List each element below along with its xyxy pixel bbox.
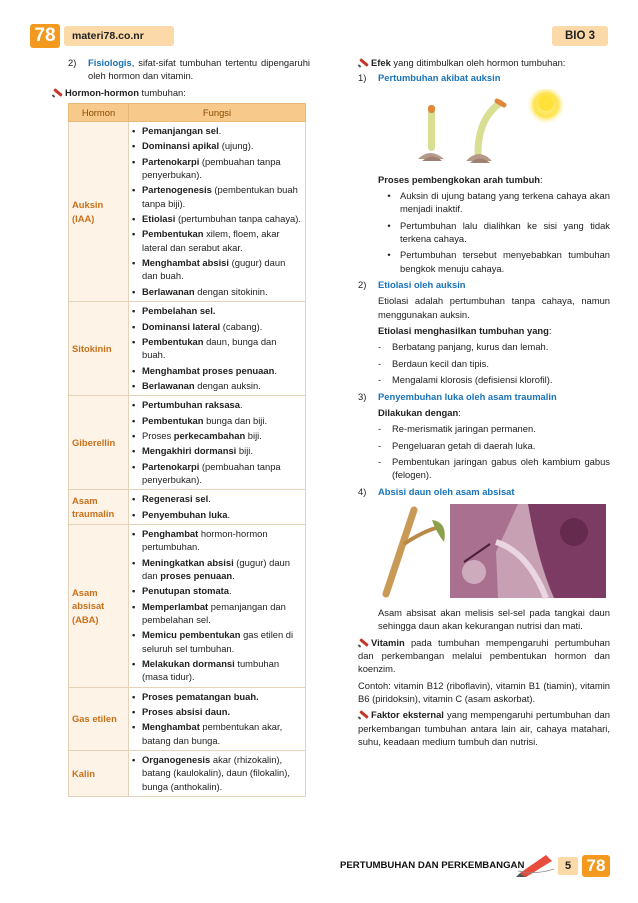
function-text: bunga dan biji. (203, 414, 268, 426)
vitamin-text: pada tumbuhan mempengaruhi pertumbuhan dan perkembangan melalui pembentukan hormon dan koenzim. (358, 636, 610, 675)
table-row (69, 687, 306, 750)
list-item: - Mengalami klorosis (defisiensi klorofil). (378, 373, 610, 386)
faktor-section (358, 708, 610, 748)
list-item: • Pertumbuhan lalu dialihkan ke sisi yang tidak terkena cahaya. (387, 219, 610, 245)
hormone-functions (129, 396, 306, 490)
function-term: Penghambat (142, 527, 199, 539)
faktor-term: Faktor eksternal (371, 709, 444, 721)
list-item: • Memicu pembentukan gas etilen di seluruh sel tumbuhan. (132, 629, 294, 654)
dash-text: Berbatang panjang, kurus dan lemah. (392, 341, 549, 353)
function-text: (pembentukan buah tanpa biji). (142, 184, 298, 209)
chapter-title: PERTUMBUHAN DAN PERKEMBANGAN (340, 860, 525, 871)
list-item: - Berdaun kecil dan tipis. (378, 357, 610, 370)
colon: : (540, 173, 543, 185)
function-term: Memicu pembentukan (142, 629, 241, 641)
bullet-text: Auksin di ujung batang yang terkena cahaya akan menjadi inaktif. (400, 190, 610, 215)
function-text: (pembuahan tanpa penyerbukan). (142, 155, 281, 181)
leaf-abscission-image (378, 502, 610, 600)
fisiologis-term: Fisiologis (88, 57, 132, 68)
table-row (69, 302, 306, 396)
function-term: Proses pematangan buah. (142, 690, 259, 702)
dash-text: Berdaun kecil dan tipis. (392, 357, 489, 369)
bullet-text: Pertumbuhan tersebut menyebabkan tumbuhan bengkok menuju cahaya. (400, 249, 610, 274)
function-term: Partenokarpi (142, 155, 200, 167)
hormone-functions (129, 751, 306, 797)
list-item: • Menghambat proses penuaan. (132, 364, 277, 376)
function-text: pemanjangan dan pembelahan sel. (142, 600, 286, 626)
seedling-bending-image (378, 89, 610, 167)
function-term: Menghambat absisi (142, 257, 229, 269)
list-item: • Menghambat absisi (gugur) daun dan buah. (132, 257, 286, 282)
function-text: tumbuhan (masa tidur). (142, 658, 280, 683)
table-row (69, 751, 306, 797)
pencil-icon (358, 709, 368, 719)
section-title: Etiolasi oleh auksin (378, 279, 466, 291)
section-number: 2) (358, 279, 367, 291)
vitamin-section (358, 636, 610, 676)
function-term: Partenokarpi (142, 460, 200, 472)
list-item: • Menghambat pembentukan akar, batang dan bunga. (132, 721, 283, 746)
function-term: Pembentukan (142, 335, 204, 347)
section-title: Penyembuhan luka oleh asam traumalin (378, 390, 557, 402)
auksin-bullets (358, 189, 610, 275)
function-text: . (227, 508, 231, 520)
absisat-text: Asam absisat akan melisis sel-sel pada tangkai daun sehingga daun akan kekurangan nutrisi dan mati. (378, 606, 610, 632)
function-term: Meningkatkan absisi (142, 556, 234, 568)
table-row (69, 122, 306, 302)
page-footer (340, 855, 610, 877)
list-item: - Re-merismatik jaringan permanen. (378, 422, 610, 435)
function-text: (gugur) daun dan (142, 556, 290, 581)
list-item: • Penutupan stomata. (132, 585, 232, 597)
site-label: materi78.co.nr (64, 26, 174, 46)
function-text: (gugur) daun dan buah. (142, 257, 286, 282)
function-term: Pembentukan (142, 414, 204, 426)
table-row (69, 490, 306, 525)
hormone-name: Asam absisat (ABA) (69, 524, 129, 687)
dash-text: Re-merismatik jaringan permanen. (392, 423, 536, 435)
process-title: Proses pembengkokan arah tumbuh (378, 173, 541, 185)
hormone-name: Sitokinin (69, 302, 129, 396)
page-header (30, 24, 608, 48)
pencil-icon (358, 637, 368, 647)
function-text: . (218, 125, 222, 137)
efek-intro (358, 56, 610, 69)
logo-78-footer: 78 (582, 855, 610, 877)
list-item: • Partenokarpi (pembuahan tanpa penyerbukan). (132, 155, 281, 181)
table-header-row (69, 104, 306, 122)
right-column (358, 56, 610, 750)
pencil-icon (52, 87, 62, 97)
pencil-icon (516, 851, 556, 877)
list-item: • Organogenesis akar (rhizokalin), batang (kaulokalin), daun (filokalin), bunga (anthokalin). (132, 754, 290, 792)
function-text: dengan auksin. (194, 379, 261, 391)
list-item: • Pertumbuhan raksasa. (132, 399, 243, 411)
list-item: • Melakukan dormansi tumbuhan (masa tidur). (132, 658, 280, 683)
function-text: hormon-hormon pertumbuhan. (142, 527, 268, 553)
function-text: . (232, 570, 235, 581)
vitamin-example: Contoh: vitamin B12 (riboflavin), vitamin B1 (tiamin), vitamin B6 (piridoksin), vitamin C (asam askorbat). (358, 679, 610, 704)
list-item: • Proses perkecambahan biji. (132, 429, 262, 441)
function-term: Organogenesis (142, 754, 211, 766)
fisiologis-text: , sifat-sifat tumbuhan tertentu dipengaruhi oleh hormon dan vitamin. (88, 57, 310, 82)
etiolasi-sub (358, 324, 610, 337)
function-term: Proses absisi daun. (142, 706, 231, 718)
function-term: Partenogenesis (142, 184, 212, 196)
list-item: • Dominansi lateral (cabang). (132, 320, 263, 332)
function-text: . (229, 585, 232, 597)
function-term: Mengakhiri dormansi (142, 445, 237, 457)
function-text: (ujung). (219, 140, 254, 152)
page-number: 5 (558, 857, 578, 875)
function-term: Penutupan stomata (142, 585, 229, 597)
list-item: • Berlawanan dengan auksin. (132, 379, 261, 391)
list-item: - Pembentukan jaringan gabus oleh kambium gabus (felogen). (378, 455, 610, 481)
section-title: Absisi daun oleh asam absisat (378, 485, 515, 497)
hormone-table-body (69, 122, 306, 797)
hormone-functions (129, 302, 306, 396)
hormone-functions (129, 122, 306, 302)
function-text: akar (rhizokalin), batang (kaulokalin), daun (filokalin), bunga (anthokalin). (142, 754, 290, 792)
function-term: Regenerasi sel (142, 493, 209, 505)
function-text: biji. (236, 445, 253, 457)
function-text: (cabang). (220, 320, 263, 332)
list-item: • Auksin di ujung batang yang terkena cahaya akan menjadi inaktif. (387, 190, 610, 215)
table-row (69, 396, 306, 490)
list-item: • Memperlambat pemanjangan dan pembelahan sel. (132, 600, 286, 626)
hormone-name: Kalin (69, 751, 129, 797)
function-term: Pertumbuhan raksasa (142, 399, 240, 411)
section-number: 4) (358, 485, 367, 497)
hormone-name: Auksin (IAA) (69, 122, 129, 302)
list-item: • Proses pematangan buah. (132, 690, 259, 702)
fisiologis-item (68, 56, 310, 83)
efek-term: Efek (371, 57, 391, 68)
colon: : (548, 325, 552, 337)
function-term: Menghambat (142, 721, 200, 733)
function-term: perkecambahan (173, 429, 246, 441)
dash-text: Mengalami klorosis (defisiensi klorofil). (392, 374, 553, 386)
hormon-intro-text: tumbuhan: (138, 86, 186, 98)
function-text: . (274, 364, 277, 376)
hormone-table (68, 103, 306, 797)
abscission-illustration (378, 502, 610, 600)
traumalin-list (358, 422, 610, 481)
dash-text: Pembentukan jaringan gabus oleh kambium gabus (felogen). (392, 455, 610, 481)
function-term: Dominansi lateral (142, 320, 221, 332)
function-text: . (208, 493, 211, 505)
list-item: - Pengeluaran getah di daerah luka. (378, 439, 610, 452)
function-term: Pembentukan (142, 228, 204, 240)
header-hormon: Hormon (69, 104, 129, 122)
faktor-text: yang mempengaruhi pertumbuhan dan perkembangan tumbuhan antara lain air, cahaya matahari, suhu, keadaan medium tumbuh dan nutrisi. (358, 709, 610, 747)
etiolasi-list (358, 340, 610, 386)
list-item: • Berlawanan dengan sitokinin. (132, 285, 268, 297)
function-term: Berlawanan (142, 285, 195, 297)
section-number: 3) (358, 390, 367, 402)
function-text: (pertumbuhan tanpa cahaya). (175, 213, 301, 225)
colon: : (458, 406, 461, 418)
list-item: • Etiolasi (pertumbuhan tanpa cahaya). (132, 213, 301, 225)
function-term: Berlawanan (142, 379, 195, 391)
section-auksin (358, 71, 610, 84)
dash-text: Pengeluaran getah di daerah luka. (392, 439, 536, 451)
list-item: • Penyembuhan luka. (132, 508, 231, 520)
vitamin-term: Vitamin (371, 636, 405, 648)
sub-title: Etiolasi menghasilkan tumbuhan yang (378, 325, 549, 337)
function-term: Penyembuhan luka (142, 508, 228, 520)
function-term: Pembelahan sel. (142, 305, 216, 317)
section-number: 1) (358, 72, 367, 84)
list-item: • Partenogenesis (pembentukan buah tanpa biji). (132, 184, 298, 209)
function-text: dengan sitokinin. (194, 285, 268, 297)
hormon-intro-term: Hormon-hormon (65, 86, 139, 98)
logo-78: 78 (30, 24, 60, 48)
function-term: Melakukan dormansi (142, 658, 235, 670)
hormone-name: Asam traumalin (69, 490, 129, 525)
function-text: Proses (142, 429, 174, 441)
traumalin-sub (358, 406, 610, 419)
list-item: • Meningkatkan absisi (gugur) daun dan proses penuaan. (132, 556, 290, 581)
list-item: • Dominansi apikal (ujung). (132, 140, 254, 152)
header-fungsi: Fungsi (129, 104, 306, 122)
function-term: proses penuaan (160, 570, 233, 581)
sub-title: Dilakukan dengan (378, 406, 459, 418)
list-item: • Pertumbuhan tersebut menyebabkan tumbuhan bengkok menuju cahaya. (387, 249, 610, 274)
efek-text: yang ditimbulkan oleh hormon tumbuhan: (390, 57, 566, 68)
section-etiolasi (358, 278, 610, 291)
function-text: biji. (245, 429, 262, 441)
list-item: • Pemanjangan sel. (132, 125, 222, 137)
subject-badge: BIO 3 (552, 26, 608, 46)
list-item: • Regenerasi sel. (132, 493, 211, 505)
hormone-name: Giberellin (69, 396, 129, 490)
function-text: xilem, floem, akar lateral dan serabut akar. (142, 228, 280, 253)
function-text: . (239, 399, 243, 411)
function-term: Menghambat proses penuaan (142, 364, 275, 376)
hormone-functions (129, 524, 306, 687)
bullet-text: Pertumbuhan lalu dialihkan ke sisi yang tidak terkena cahaya. (400, 219, 610, 245)
function-text: daun, bunga dan buah. (142, 335, 277, 361)
pencil-icon (358, 57, 368, 67)
hormone-functions (129, 490, 306, 525)
list-item: • Penghambat hormon-hormon pertumbuhan. (132, 527, 268, 553)
hormone-functions (129, 687, 306, 750)
list-item: • Mengakhiri dormansi biji. (132, 445, 253, 457)
list-item: - Berbatang panjang, kurus dan lemah. (378, 340, 610, 353)
section-title: Pertumbuhan akibat auksin (378, 72, 501, 84)
list-item: • Pembentukan daun, bunga dan buah. (132, 335, 277, 361)
list-item: • Pembentukan bunga dan biji. (132, 414, 268, 426)
function-text: (pembuahan tanpa penyerbukan). (142, 460, 281, 485)
hormone-name: Gas etilen (69, 687, 129, 750)
phototropism-illustration (378, 89, 610, 167)
hormon-intro (52, 86, 310, 99)
function-term: Dominansi apikal (142, 140, 220, 152)
function-text: pembentukan akar, batang dan bunga. (142, 721, 283, 746)
function-term: Memperlambat (142, 600, 209, 612)
function-text: gas etilen di seluruh sel tumbuhan. (142, 629, 294, 654)
etiolasi-text: Etiolasi adalah pertumbuhan tanpa cahaya, namun menggunakan auksin. (378, 295, 610, 320)
left-column (52, 56, 310, 797)
list-item: • Pembelahan sel. (132, 305, 216, 317)
auksin-process (358, 173, 610, 186)
function-term: Etiolasi (142, 213, 176, 225)
list-item: • Proses absisi daun. (132, 706, 231, 718)
section-traumalin (358, 390, 610, 403)
section-absisat (358, 485, 610, 498)
list-item: • Partenokarpi (pembuahan tanpa penyerbukan). (132, 460, 281, 485)
function-term: Pemanjangan sel (142, 125, 219, 137)
list-item: • Pembentukan xilem, floem, akar lateral dan serabut akar. (132, 228, 280, 253)
item-number: 2) (68, 57, 77, 68)
table-row (69, 524, 306, 687)
